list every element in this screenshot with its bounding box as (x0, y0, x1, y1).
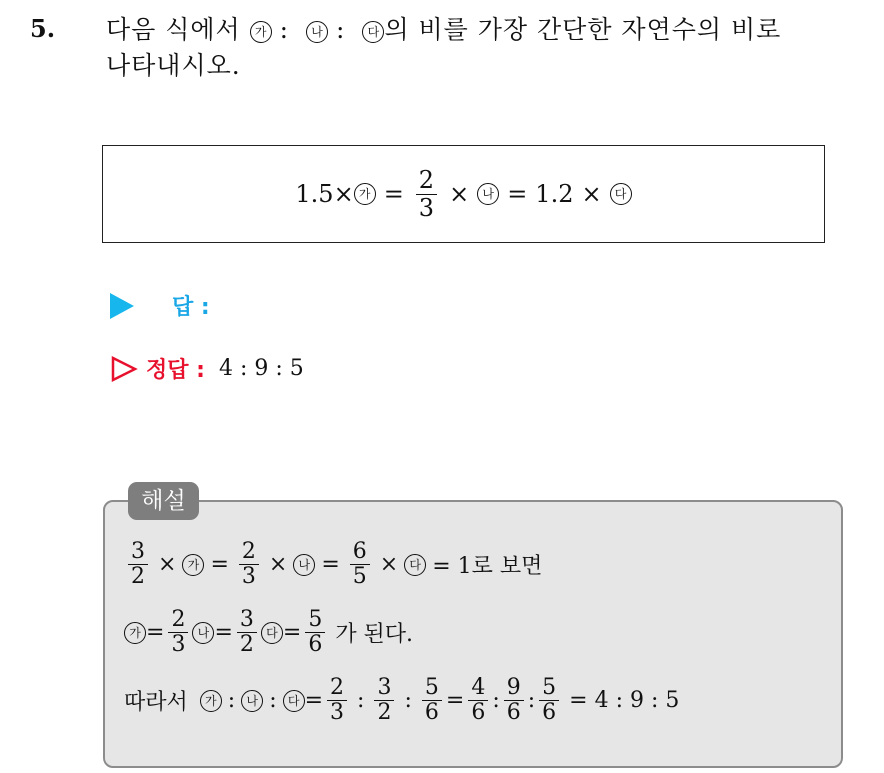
correct-answer-row (110, 353, 304, 384)
circled-na-symbol: 나 (306, 21, 328, 43)
circled-na-symbol: 나 (293, 554, 315, 576)
explanation-line-2: 가 = $\frac{2}{3}$ 나 = $\frac{3}{2}$ 다 = $\frac{5}{6}$ 가 된다. (124, 608, 419, 657)
equation-box (102, 145, 825, 243)
question-text-line2: 나타내시오. (106, 51, 241, 80)
eq-coef-3: 1.2 (535, 180, 574, 208)
outline-triangle-icon (110, 355, 138, 383)
circled-da-symbol: 다 (283, 690, 305, 712)
fraction: $\frac{3}{2}$ (237, 608, 257, 657)
fraction: $\frac{5}{6}$ (539, 676, 559, 725)
correct-answer-label: 정답 : (146, 358, 205, 383)
circled-ga-symbol: 가 (124, 622, 146, 644)
circled-ga-symbol: 가 (250, 21, 272, 43)
eq-coef-1: 1.5× (295, 180, 354, 208)
circled-da-symbol: 다 (610, 183, 632, 205)
filled-triangle-icon (110, 293, 134, 319)
eq-times: × (581, 180, 602, 208)
fraction: $\frac{5}{6}$ (305, 608, 325, 657)
fraction: $\frac{2}{3}$ (239, 540, 259, 589)
eq-times: × (449, 180, 470, 208)
circled-da-symbol: 다 (261, 622, 283, 644)
fraction: $\frac{2}{3}$ (327, 676, 347, 725)
question-text-part2: 의 비를 가장 간단한 자연수의 비로 (384, 15, 782, 44)
circled-ga-symbol: 가 (354, 183, 376, 205)
question-text-part1: 다음 식에서 (106, 15, 241, 44)
answer-row (110, 290, 210, 321)
explanation-tab: 해설 (128, 482, 199, 520)
answer-label: 답 : (172, 295, 210, 320)
fraction: $\frac{4}{6}$ (468, 676, 488, 725)
fraction: $\frac{9}{6}$ (504, 676, 524, 725)
explanation-line-1: $\frac{3}{2}$ × 가 = $\frac{2}{3}$ × 나 = $\frac{6}{5}$ × 다 = 1로 보면 (124, 540, 548, 589)
circled-na-symbol: 나 (477, 183, 499, 205)
eq-fraction: $\frac{2}{3}$ (416, 167, 437, 221)
line1-tail: = 1로 보면 (432, 554, 543, 580)
question-text: 다음 식에서 가 : 나 : 다 의 비를 가장 간단한 자연수의 비로 나타내시오. (106, 15, 782, 80)
question-number: 5. (30, 14, 56, 43)
eq-equals: = (507, 180, 528, 208)
circled-da-symbol: 다 (404, 554, 426, 576)
line2-tail: 가 된다. (335, 622, 414, 648)
correct-answer-value: 4 : 9 : 5 (218, 356, 304, 381)
line3-prefix: 따라서 (124, 690, 188, 716)
explanation-line-3: 따라서 가 : 나 : 다 = $\frac{2}{3}$ : $\frac{3}{2}$ : $\frac{5}{6}$ = $\frac{4}{6}$ : $\frac{9}{6}$ : $\frac{5}{6}$ = 4 : 9 : 5 (124, 675, 680, 726)
circled-ga-symbol: 가 (182, 554, 204, 576)
eq-equals: = (383, 180, 404, 208)
circled-na-symbol: 나 (241, 690, 263, 712)
circled-na-symbol: 나 (192, 622, 214, 644)
circled-da-symbol: 다 (362, 21, 384, 43)
fraction: $\frac{3}{2}$ (374, 676, 394, 725)
fraction: $\frac{2}{3}$ (168, 608, 188, 657)
line3-result: = 4 : 9 : 5 (569, 688, 680, 714)
fraction: $\frac{5}{6}$ (422, 676, 442, 725)
circled-ga-symbol: 가 (200, 690, 222, 712)
fraction: $\frac{3}{2}$ (128, 540, 148, 589)
fraction: $\frac{6}{5}$ (350, 540, 370, 589)
